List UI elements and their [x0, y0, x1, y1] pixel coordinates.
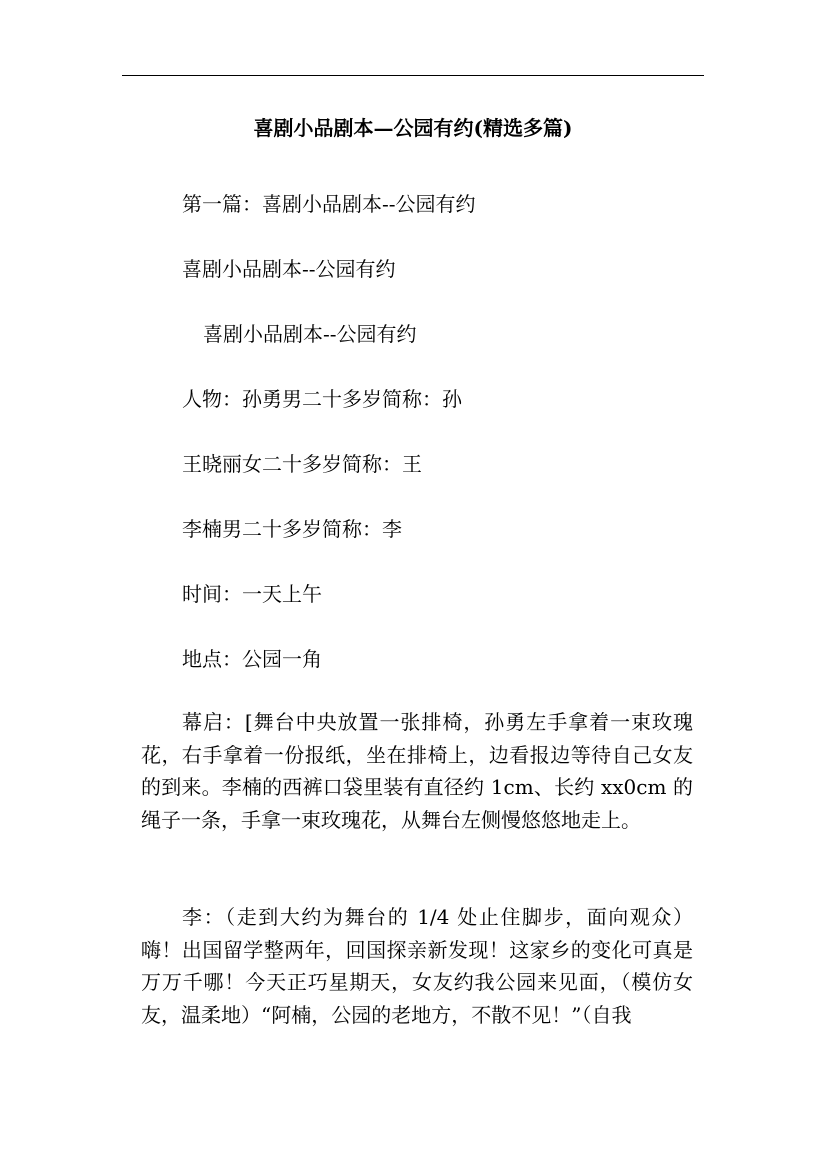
character-line-li: 李楠男二十多岁简称：李 [182, 517, 402, 541]
time-line: 时间：一天上午 [182, 582, 322, 606]
script-title: 喜剧小品剧本--公园有约 [182, 257, 396, 281]
section-heading: 第一篇：喜剧小品剧本--公园有约 [182, 192, 476, 216]
place-line: 地点：公园一角 [182, 647, 322, 671]
stage-direction-paragraph: 幕启：[舞台中央放置一张排椅，孙勇左手拿着一束玫瑰花，右手拿着一份报纸，坐在排椅上，边看报边等待自己女友的到来。李楠的西裤口袋里装有直径约 1cm、长约 xx0cm 的绳子一条，手拿一束玫瑰花，从舞台左侧慢悠悠地走上。 [141, 710, 693, 832]
character-line-sun: 人物：孙勇男二十多岁简称：孙 [182, 387, 462, 411]
header-rule [122, 75, 704, 76]
dialogue-paragraph-li: 李：（走到大约为舞台的 1/4 处止住脚步，面向观众）嗨！出国留学整两年，回国探亲新发现！这家乡的变化可真是万万千哪！今天正巧星期天，女友约我公园来见面，（模仿女友，温柔地）“阿楠，公园的老地方，不散不见！”（自我 [141, 905, 693, 1027]
document-title: 喜剧小品剧本—公园有约(精选多篇) [253, 116, 573, 140]
script-subtitle: 喜剧小品剧本--公园有约 [203, 322, 417, 346]
character-line-wang: 王晓丽女二十多岁简称：王 [182, 452, 422, 476]
